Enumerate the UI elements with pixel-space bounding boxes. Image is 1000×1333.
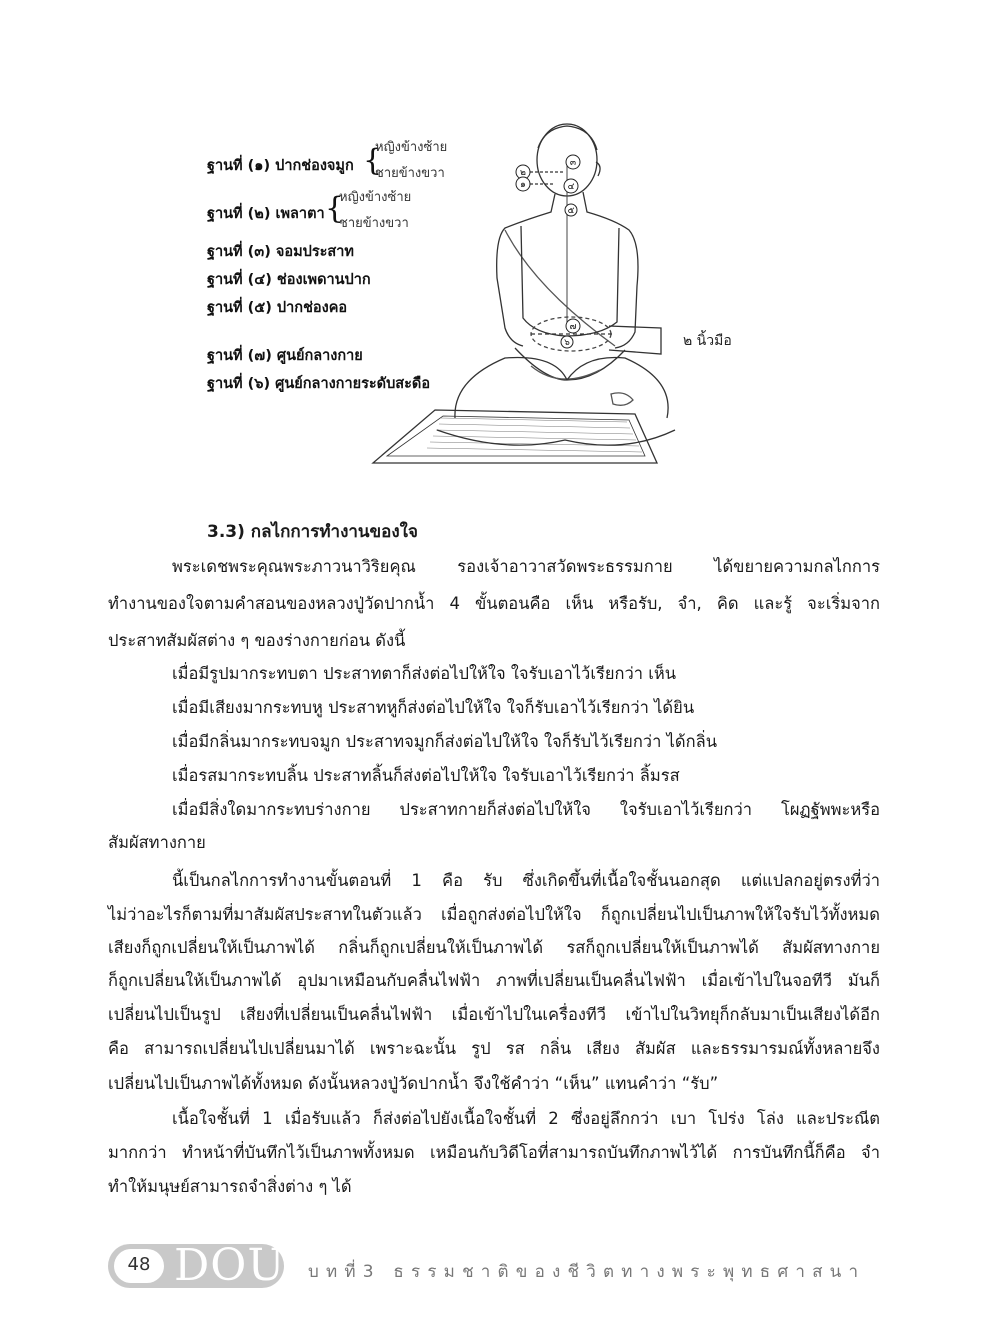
- base-3-label: ฐานที่ (๓) จอมประสาท: [207, 244, 354, 260]
- para-line: เนื้อใจชั้นที่ 1 เมื่อรับแล้ว ก็ส่งต่อไปยังเนื้อใจชั้นที่ 2 ซึ่งอยู่ลึกกว่า เบา โปร่ง โล่ง และประณีต: [172, 1109, 880, 1128]
- page-footer: [108, 1238, 888, 1294]
- meditation-figure: [205, 118, 765, 490]
- para-line: เมื่อมีสิ่งใดมากระทบร่างกาย ประสาทกายก็ส่งต่อไปให้ใจ ใจรับเอาไว้เรียกว่า โผฏฐัพพะหรือ: [172, 800, 880, 819]
- para-line: ทำให้มนุษย์สามารถจำสิ่งต่าง ๆ ได้: [108, 1177, 352, 1196]
- para-line: เมื่อรสมากระทบลิ้น ประสาทลิ้นก็ส่งต่อไปให้ใจ ใจรับเอาไว้เรียกว่า ลิ้มรส: [172, 766, 680, 785]
- section-heading: 3.3) กลไกการทำงานของใจ: [207, 522, 418, 542]
- base-2-brace: {: [325, 191, 345, 226]
- para-line: เมื่อมีเสียงมากระทบหู ประสาทหูก็ส่งต่อไปให้ใจ ใจก็รับเอาไว้เรียกว่า ได้ยิน: [172, 698, 695, 717]
- base-7-label: ฐานที่ (๗) ศูนย์กลางกาย: [207, 348, 363, 364]
- base-1-brace: {: [363, 143, 383, 178]
- measurement-label: ๒ นิ้วมือ: [683, 333, 732, 349]
- para-line: ทำงานของใจตามคำสอนของหลวงปู่วัดปากน้ำ 4 ขั้นตอนคือ เห็น หรือรับ, จำ, คิด และรู้ จะเริ่มจาก: [108, 594, 880, 613]
- para-line: ประสาทสัมผัสต่าง ๆ ของร่างกายก่อน ดังนี้: [108, 631, 406, 650]
- para-line: มากกว่า ทำหน้าที่บันทึกไว้เป็นภาพทั้งหมด เหมือนกับวิดีโอที่สามารถบันทึกภาพไว้ได้ การบันทึกนี้ก็คือ จำ: [108, 1143, 880, 1162]
- base-1-sub-male: ชายข้างขวา: [375, 166, 445, 181]
- marker-text-3: ๓: [569, 158, 577, 168]
- para-line: พระเดชพระคุณพระภาวนาวิริยคุณ รองเจ้าอาวาสวัดพระธรรมกาย ได้ขยายความกลไกการ: [172, 557, 880, 576]
- marker-text-7: ๗: [569, 322, 577, 332]
- marker-text-6: ๖: [564, 338, 570, 348]
- para-line: เมื่อมีกลิ่นมากระทบจมูก ประสาทจมูกก็ส่งต่อไปให้ใจ ใจก็รับไว้เรียกว่า ได้กลิ่น: [172, 732, 717, 751]
- base-1-label: ฐานที่ (๑) ปากช่องจมูก: [207, 158, 354, 174]
- para-line: ไม่ว่าอะไรก็ตามที่มาสัมผัสประสาทในตัวแล้ว เมื่อถูกส่งต่อไปให้ใจ ก็ถูกเปลี่ยนไปเป็นภาพให้ใจรับไว้ทั้งหมด: [108, 905, 880, 924]
- para-line: สัมผัสทางกาย: [108, 833, 206, 852]
- para-line: คือ สามารถเปลี่ยนไปเปลี่ยนมาได้ เพราะฉะนั้น รูป รส กลิ่น เสียง สัมผัส และธรรมารมณ์ทั้งหลายจึง: [108, 1039, 880, 1058]
- marker-text-5: ๕: [567, 206, 575, 216]
- base-4-label: ฐานที่ (๔) ช่องเพดานปาก: [207, 272, 371, 288]
- para-line: เสียงก็ถูกเปลี่ยนให้เป็นภาพได้ กลิ่นก็ถูกเปลี่ยนให้เป็นภาพได้ รสก็ถูกเปลี่ยนให้เป็นภาพได้ สัมผัสทางกาย: [108, 938, 880, 957]
- base-5-label: ฐานที่ (๕) ปากช่องคอ: [207, 300, 348, 316]
- para-line: ก็ถูกเปลี่ยนให้เป็นภาพได้ อุปมาเหมือนกับคลื่นไฟฟ้า ภาพที่เปลี่ยนเป็นคลื่นไฟฟ้า เมื่อเข้าไปในจอทีวี มันก็: [108, 971, 880, 990]
- base-6-label: ฐานที่ (๖) ศูนย์กลางกายระดับสะดือ: [207, 376, 431, 392]
- para-line: เปลี่ยนไปเป็นรูป เสียงที่เปลี่ยนเป็นคลื่นไฟฟ้า เมื่อเข้าไปในเครื่องทีวี เข้าไปในวิทยุก็กลับมาเป็นเสียงได้อีก: [108, 1005, 880, 1024]
- para-line: เมื่อมีรูปมากระทบตา ประสาทตาก็ส่งต่อไปให้ใจ ใจรับเอาไว้เรียกว่า เห็น: [172, 664, 677, 683]
- base-2-sub-female: หญิงข้างซ้าย: [339, 190, 412, 205]
- chapter-title: บทที่3 ธรรมชาติของชีวิตทางพระพุทธศาสนา: [308, 1262, 866, 1282]
- base-2-label: ฐานที่ (๒) เพลาตา: [207, 206, 325, 222]
- para-line: นี้เป็นกลไกการทำงานขั้นตอนที่ 1 คือ รับ ซึ่งเกิดขึ้นที่เนื้อใจชั้นนอกสุด แต่แปลกอยู่ตรงที่ว่า: [172, 871, 880, 890]
- dou-logo: DOU: [174, 1240, 286, 1291]
- marker-text-1: ๑: [520, 180, 526, 190]
- base-2-sub-male: ชายข้างขวา: [339, 216, 409, 231]
- page-number: 48: [127, 1254, 151, 1275]
- marker-text-2: ๒: [520, 168, 526, 178]
- marker-text-4: ๔: [567, 182, 575, 192]
- para-line: เปลี่ยนไปเป็นภาพได้ทั้งหมด ดังนั้นหลวงปู่วัดปากน้ำ จึงใช้คำว่า “เห็น” แทนคำว่า “รับ”: [108, 1074, 719, 1093]
- base-1-sub-female: หญิงข้างซ้าย: [375, 140, 448, 155]
